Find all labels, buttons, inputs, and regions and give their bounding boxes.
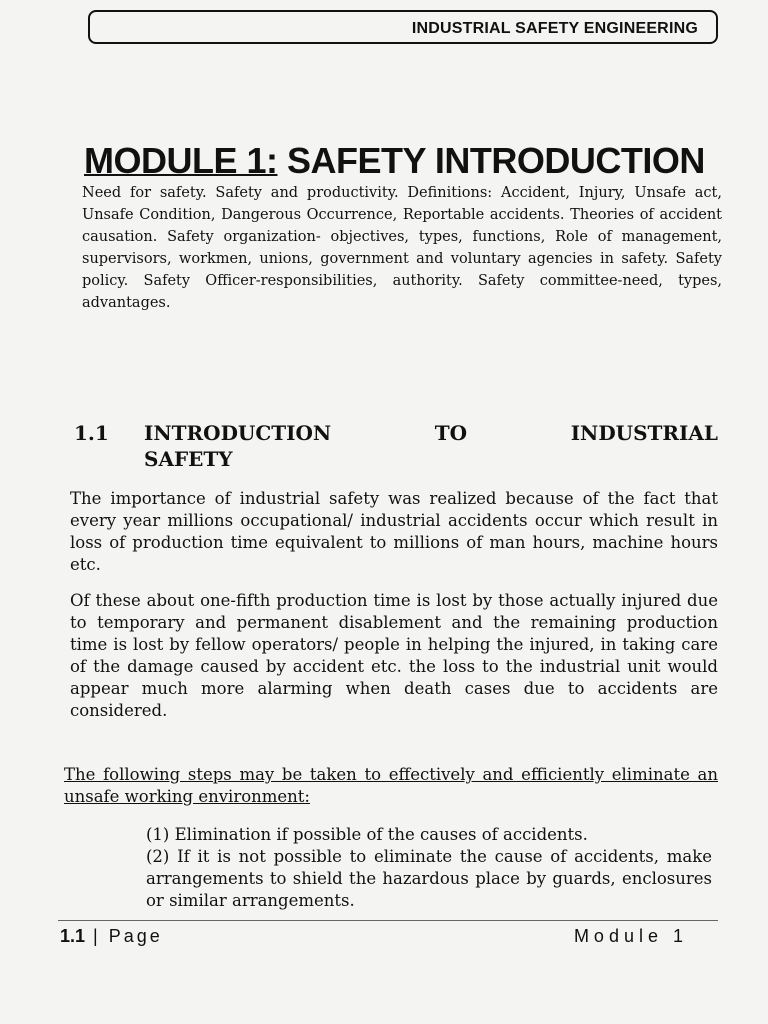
step-item: (2) If it is not possible to eliminate the cause of accidents, make arrangements to shield the hazardous place by guards, enclosures or similar arrangements. [146, 847, 712, 910]
footer-page-info [60, 926, 163, 947]
section-title-line2: SAFETY [144, 447, 233, 471]
header-title: INDUSTRIAL SAFETY ENGINEERING [411, 20, 698, 37]
header-frame [88, 10, 718, 44]
step-item: (1) Elimination if possible of the causes of accidents. [146, 825, 588, 844]
footer-module-label: Module 1 [573, 926, 688, 946]
module-title [84, 140, 705, 182]
paragraph-importance: The importance of industrial safety was realized because of the fact that every year millions occupational/ industrial accidents occur which result in loss of production time equivalent to millions of man hours, machine hours etc. [70, 489, 718, 574]
syllabus-text: Need for safety. Safety and productivity. Definitions: Accident, Injury, Unsafe act, Unsafe Condition, Dangerous Occurrence, Reportable accidents. Theories of accident causation. Safety organization- objectives, types, functions, Role of management, supervisors, workmen, unions, government and voluntary agencies in safety. Safety policy. Safety Officer-responsibilities, authority. Safety committee-need, types, advantages. [82, 185, 722, 311]
footer-page-label: | Page [93, 926, 163, 946]
section-title-line1: INTRODUCTION TO INDUSTRIAL [144, 421, 718, 445]
steps-heading: The following steps may be taken to effectively and efficiently eliminate an unsafe working environment: [64, 765, 718, 806]
section-number: 1.1 [74, 421, 109, 445]
steps-list [146, 824, 712, 912]
footer-page-number: 1.1 [60, 926, 86, 946]
module-name: SAFETY INTRODUCTION [277, 140, 705, 181]
module-number: MODULE 1: [84, 140, 278, 181]
paragraph-production-loss: Of these about one-fifth production time is lost by those actually injured due to temporary and permanent disablement and the remaining production time is lost by fellow operators/ people in helping the injured, in taking care of the damage caused by accident etc. the loss to the industrial unit would appear much more alarming when death cases due to accidents are considered. [70, 591, 718, 720]
footer-divider [58, 920, 718, 921]
